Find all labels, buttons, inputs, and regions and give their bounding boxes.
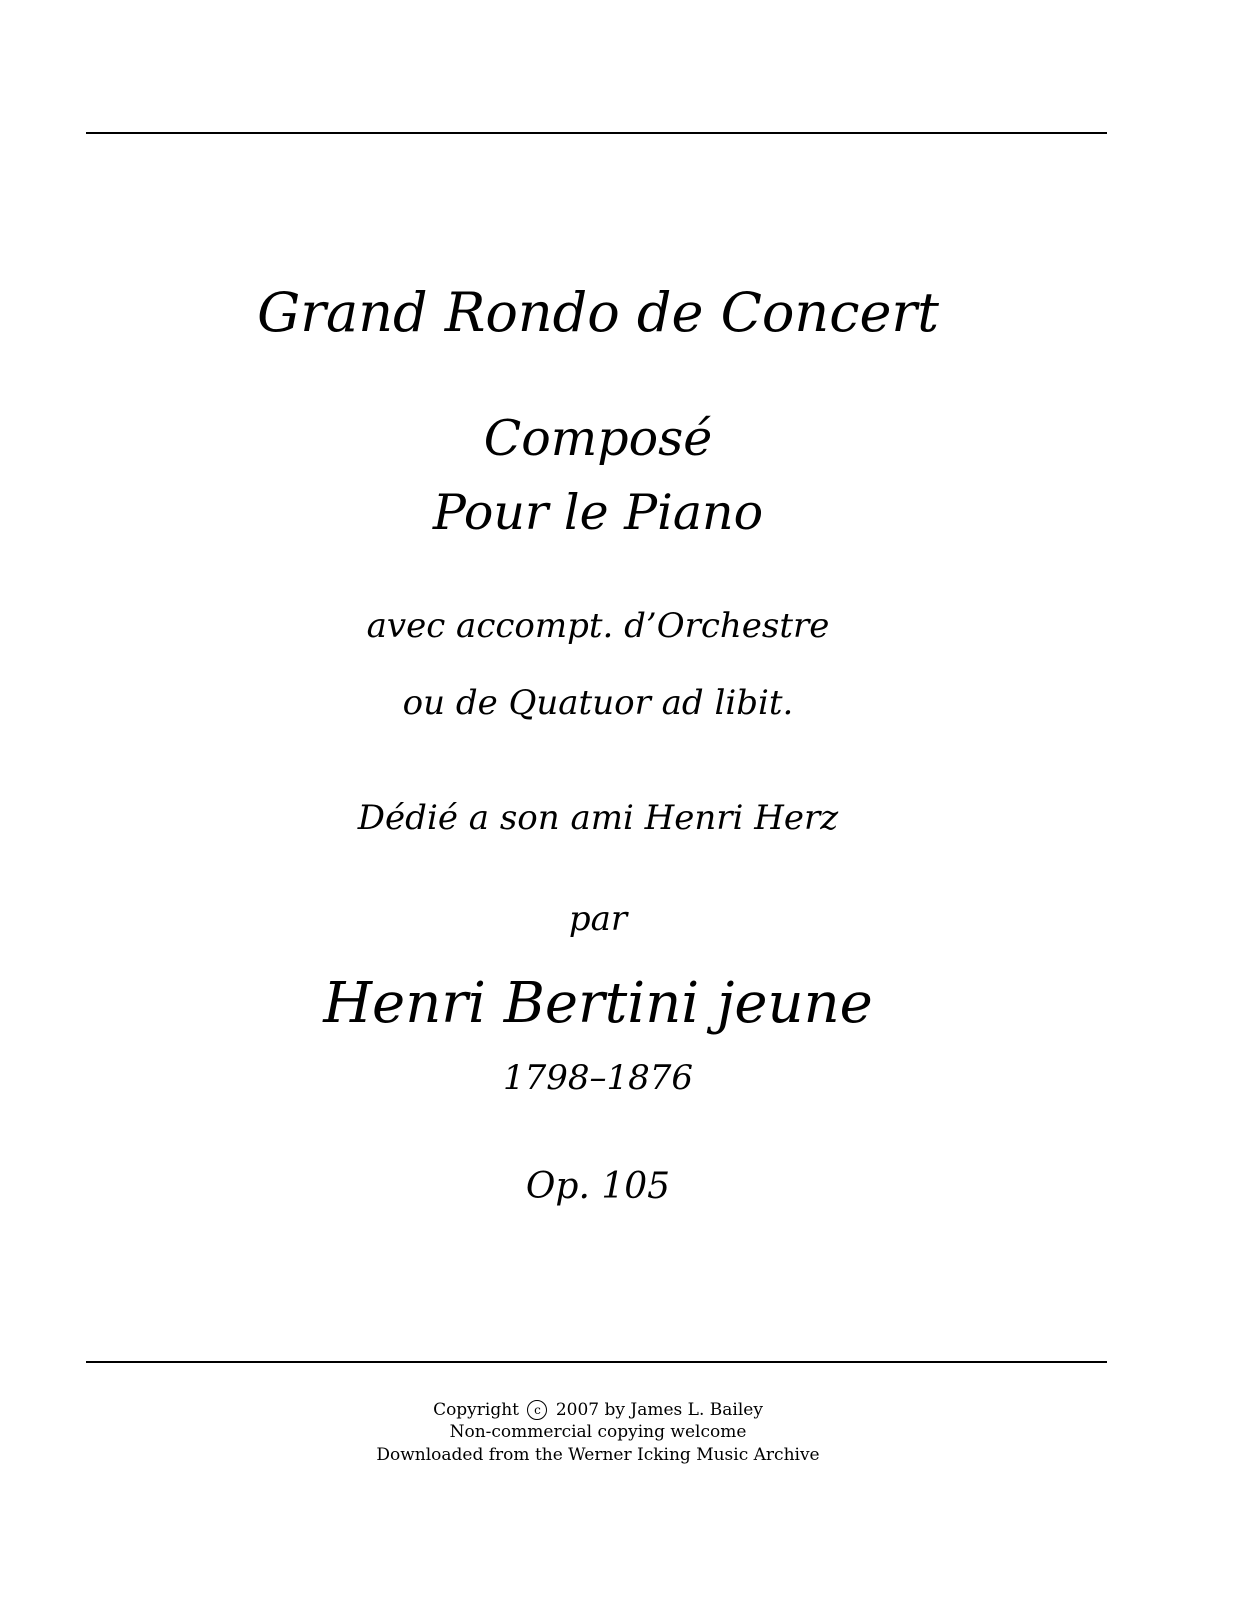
subtitle-composed: Composé (483, 410, 713, 467)
noncommercial-notice: Non-commercial copying welcome (449, 1422, 747, 1442)
by-label: par (568, 899, 628, 939)
download-source: Downloaded from the Werner Icking Music Archive (376, 1445, 820, 1465)
accompaniment-line-2: ou de Quatuor ad libit. (402, 683, 794, 723)
composer-dates: 1798–1876 (502, 1058, 694, 1098)
top-rule (86, 132, 1107, 134)
dedication: Dédié a son ami Henri Herz (357, 798, 839, 838)
copyright-suffix: 2007 by James L. Bailey (555, 1400, 763, 1420)
work-title: Grand Rondo de Concert (257, 281, 939, 344)
copyright-prefix: Copyright (433, 1400, 520, 1420)
opus-number: Op. 105 (525, 1166, 671, 1207)
copyright-line (0, 1399, 1196, 1421)
copyright-icon: c (527, 1400, 547, 1420)
accompaniment-line-1: avec accompt. d’Orchestre (366, 606, 830, 646)
subtitle-instrument: Pour le Piano (432, 484, 764, 541)
bottom-rule (86, 1361, 1107, 1363)
composer-name: Henri Bertini jeune (323, 971, 873, 1036)
